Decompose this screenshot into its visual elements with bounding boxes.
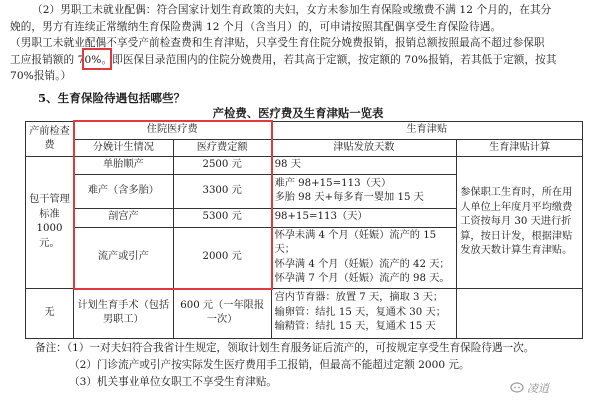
header-quota: 医疗费定额 (173, 139, 271, 157)
table-row (26, 288, 583, 338)
header-prenatal: 产前检查费 (26, 122, 74, 157)
section-heading: 5、生育保险待遇包括哪些？ (38, 91, 186, 105)
watermark: 凌逍 (510, 380, 549, 396)
case-cell: 计划生育手术（包括男职工） (73, 288, 173, 338)
benefits-table (25, 121, 583, 339)
days-cell: 宫内节育器：放置 7 天，摘取 3 天； 输卵管：结扎 15 天，复通术 30 天； 输精管：结扎 15 天，复通术 15 天 (271, 288, 457, 338)
highlight-70-percent (82, 48, 112, 70)
days-cell: 难产 98+15=113（天） 多胎 98 天+每多育一婴加 15 天 (271, 174, 457, 208)
table-title: 产检费、医疗费及生育津贴一览表 (212, 106, 384, 120)
table-row (26, 157, 583, 175)
quota-cell: 2500 元 (173, 157, 271, 175)
calc-cell: 参保职工生育时，所在用人单位上年度月平均缴费工资按每月 30 天进行折算，按日计发，根据津贴发放天数计算生育津贴。 (457, 157, 583, 289)
prenatal-standard: 包干管理标准 1000 元。 (26, 157, 74, 289)
para-line-3: （男职工未就业配偶不享受产前检查费和生育津贴，只享受生育住院分娩费报销，报销总额按照最高不超过参保职 (10, 37, 545, 50)
para-line-2: 娩的，男方有连续正常缴纳生育保险费满 12 个月（含当月）的，可申请按照其配偶享受生育保险待遇。 (10, 20, 502, 33)
note-2: （2）门诊流产或引产按实际发生医疗费用手工报销，但最高不能超过定额 2000 元。 (69, 359, 470, 371)
header-days: 津贴发放天数 (271, 139, 457, 157)
para-line-1: （2）男职工未就业配偶：符合国家计划生育政策的夫妇，女方未参加生育保险或缴费不满 12 个月的，在其分 (32, 4, 552, 16)
days-cell: 98+15=113（天） (271, 208, 457, 227)
empty-cell (457, 288, 583, 338)
quota-cell: 3300 元 (173, 174, 271, 208)
para-line-4: 工应报销额的 70%。即医保目录范围内的住院分娩费用，若其高于定额，按定额的 70%报销，若其低于定额，按其 (10, 53, 557, 66)
case-cell: 单胎顺产 (73, 157, 173, 175)
case-cell: 难产（含多胎） (73, 174, 173, 208)
policy-paragraph (10, 2, 588, 85)
quota-cell: 2000 元 (173, 227, 271, 288)
note-1: 备注：（1）一对夫妇符合我省计生规定，领取计划生育服务证后流产的，可按规定享受生育保险待遇一次。 (35, 342, 535, 354)
case-cell: 流产或引产 (73, 227, 173, 288)
days-cell: 98 天 (271, 157, 457, 175)
header-allowance: 生育津贴 (271, 122, 582, 140)
note-3: （3）机关事业单位女职工不享受生育津贴。 (69, 376, 278, 388)
quota-cell: 5300 元 (173, 208, 271, 227)
days-cell: 怀孕未满 4 个月（妊娠）流产的 15 天； 怀孕满 4 个月（妊娠）流产的 42 天； 怀孕满 7 个月（妊娠）流产的 98 天。 (271, 227, 457, 288)
notes (35, 340, 585, 391)
quota-cell: 600 元（一年限报一次） (173, 288, 271, 338)
header-plan: 分娩计生情况 (73, 139, 173, 157)
prenatal-none: 无 (26, 288, 74, 338)
case-cell: 剖宫产 (73, 208, 173, 227)
chat-bubble-icon (510, 382, 524, 394)
header-hospital: 住院医疗费 (73, 122, 271, 140)
para-line-5: 70%报销。） (10, 70, 72, 83)
header-calc: 生育津贴计算 (457, 139, 583, 157)
